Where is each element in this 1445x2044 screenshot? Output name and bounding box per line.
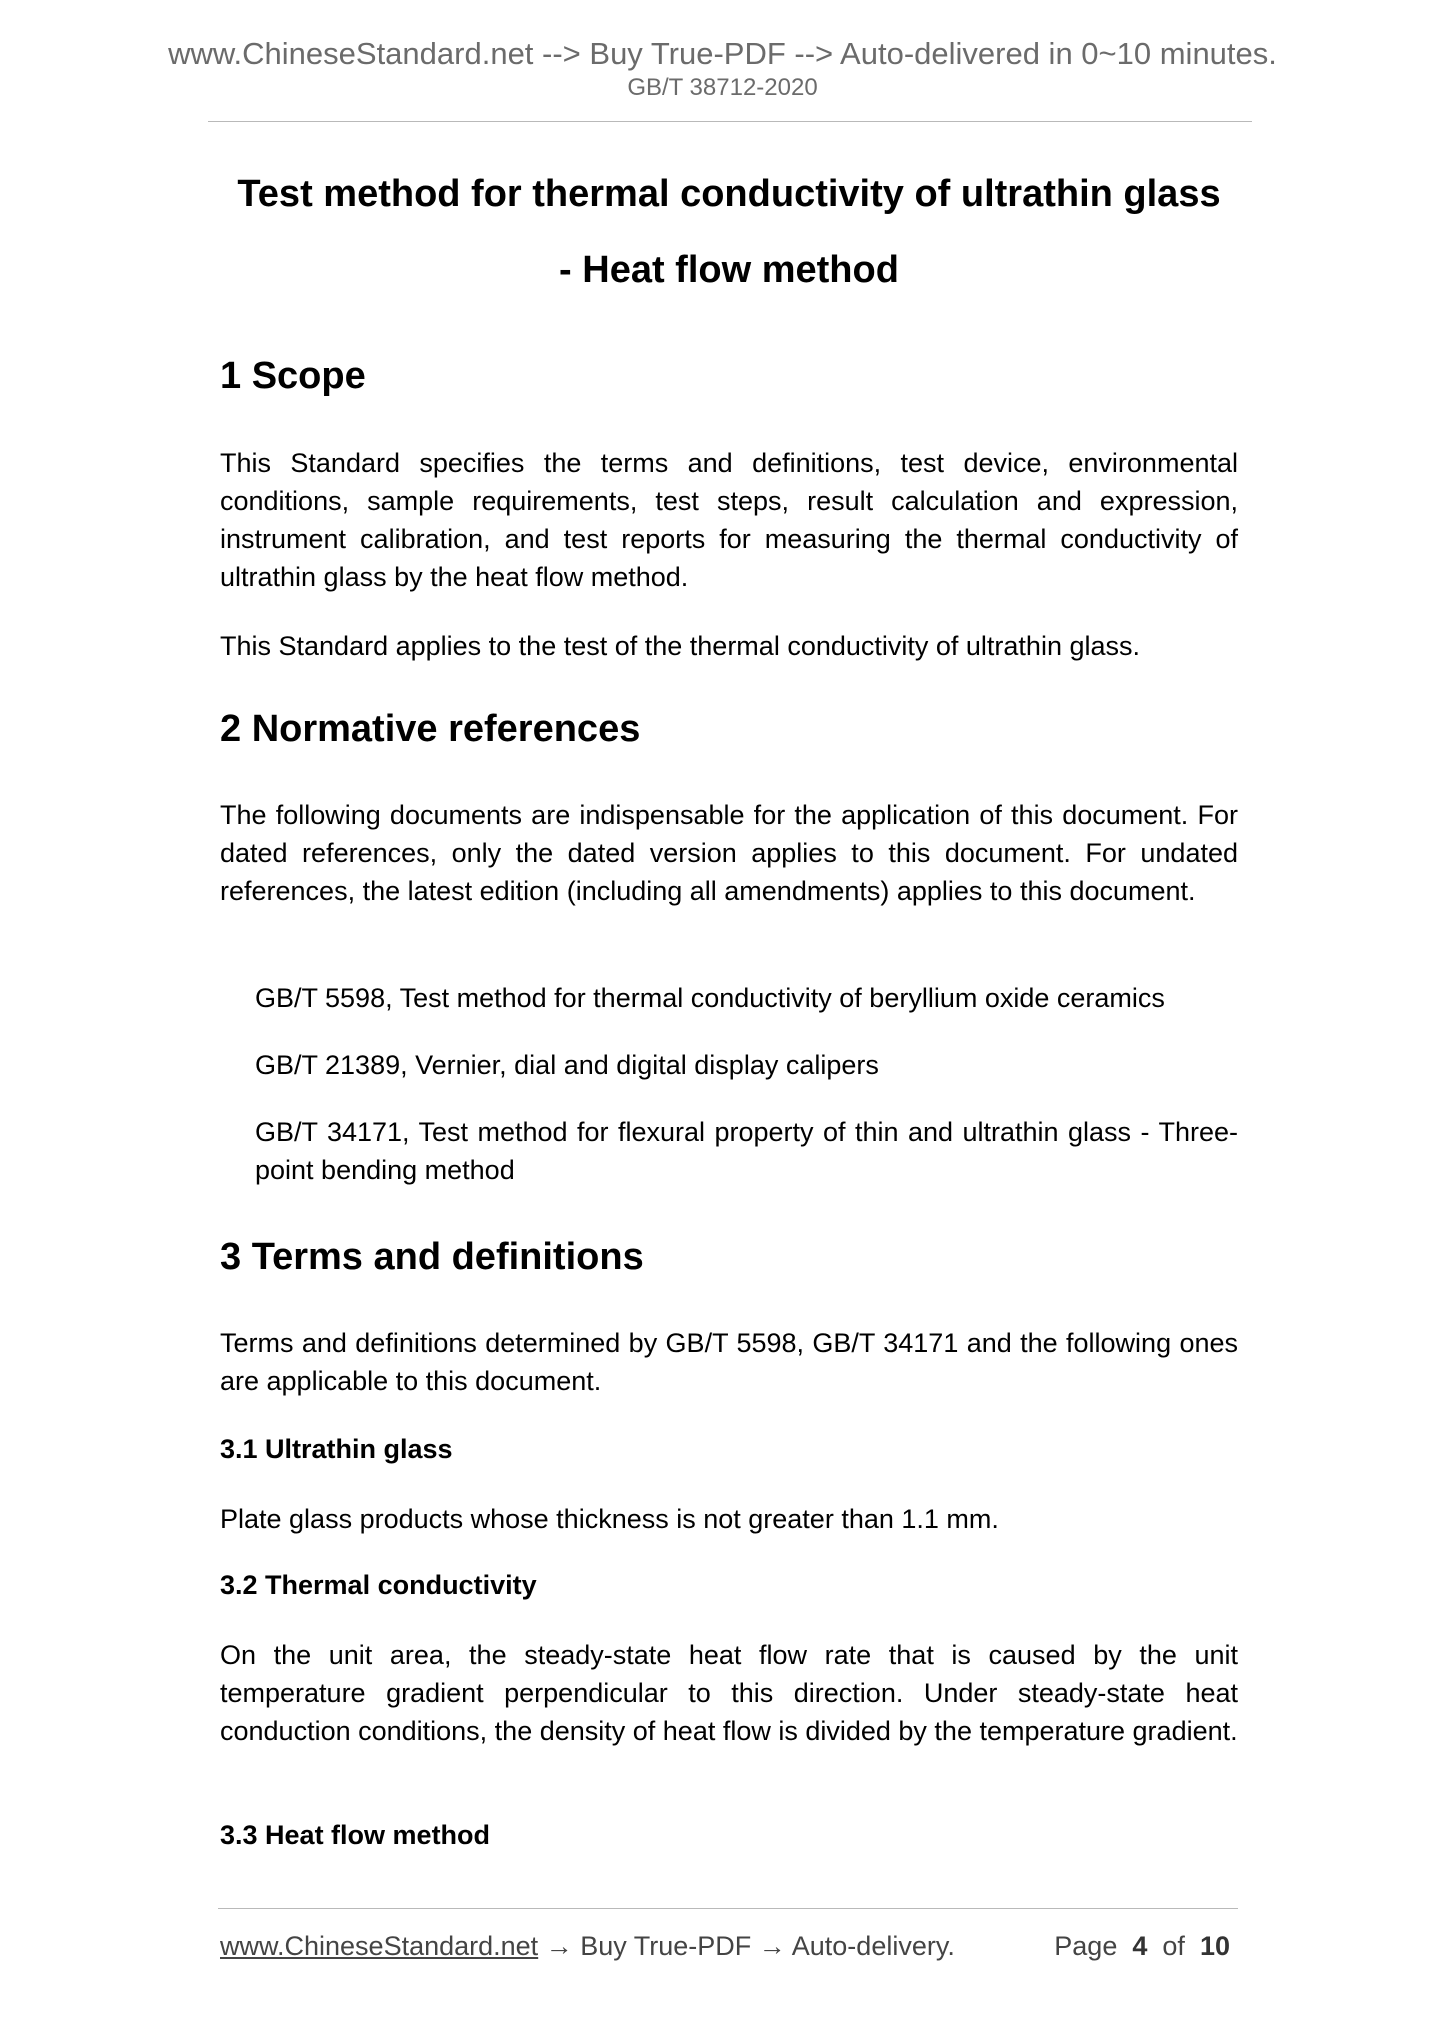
section-2-heading: 2 Normative references <box>220 708 641 750</box>
section-2-paragraph-1: The following documents are indispensable for the application of this document. For dated references, only the dated version applies to this document. For undated references, the latest edition (including all amendments) applies to this document. <box>220 800 1238 906</box>
page-current: 4 <box>1132 1931 1148 1961</box>
footer-divider <box>218 1908 1238 1909</box>
footer-promo <box>220 1928 955 1964</box>
document-title-line1: Test method for thermal conductivity of ultrathin glass <box>237 173 1221 215</box>
document-title-line2: - Heat flow method <box>559 249 899 291</box>
page-total: 10 <box>1199 1931 1230 1961</box>
arrow-right-icon: → <box>538 1931 581 1961</box>
section-1-paragraph-1: This Standard specifies the terms and definitions, test device, environmental conditions, sample requirements, test steps, result calculation and expression, instrument calibration, and test reports for measuring the thermal conductivity of ultrathin glass by the heat flow method. <box>220 448 1238 592</box>
term-3-1-definition: Plate glass products whose thickness is not greater than 1.1 mm. <box>220 1504 999 1534</box>
reference-item: GB/T 5598, Test method for thermal conductivity of beryllium oxide ceramics <box>255 983 1165 1013</box>
top-banner: www.ChineseStandard.net --> Buy True-PDF --> Auto-delivered in 0~10 minutes. <box>168 36 1277 71</box>
section-1-heading: 1 Scope <box>220 355 366 397</box>
header-divider <box>208 121 1252 122</box>
footer-delivery-text: Auto-delivery. <box>791 1931 955 1961</box>
section-1-paragraph-2: This Standard applies to the test of the thermal conductivity of ultrathin glass. <box>220 631 1140 661</box>
reference-item: GB/T 34171, Test method for flexural property of thin and ultrathin glass - Three-point bending method <box>255 1117 1238 1185</box>
footer-buy-text: Buy True-PDF <box>580 1931 752 1961</box>
page-number <box>1054 1928 1230 1964</box>
footer-site-link[interactable]: www.ChineseStandard.net <box>220 1931 539 1961</box>
section-3-paragraph-1: Terms and definitions determined by GB/T 5598, GB/T 34171 and the following ones are applicable to this document. <box>220 1328 1238 1396</box>
standard-code: GB/T 38712-2020 <box>627 74 818 101</box>
page-of-label: of <box>1162 1931 1185 1961</box>
term-3-1-heading: 3.1 Ultrathin glass <box>220 1434 453 1464</box>
arrow-right-icon: → <box>751 1931 792 1961</box>
page-footer <box>220 1928 1238 1964</box>
term-3-2-heading: 3.2 Thermal conductivity <box>220 1570 537 1600</box>
section-3-heading: 3 Terms and definitions <box>220 1236 644 1278</box>
term-3-2-definition: On the unit area, the steady-state heat flow rate that is caused by the unit temperature gradient perpendicular to this direction. Under steady-state heat conduction conditions, the density of heat flow is divided by the temperature gradient. <box>220 1640 1238 1746</box>
term-3-3-heading: 3.3 Heat flow method <box>220 1820 491 1850</box>
reference-item: GB/T 21389, Vernier, dial and digital display calipers <box>255 1050 879 1080</box>
page-label: Page <box>1054 1931 1118 1961</box>
